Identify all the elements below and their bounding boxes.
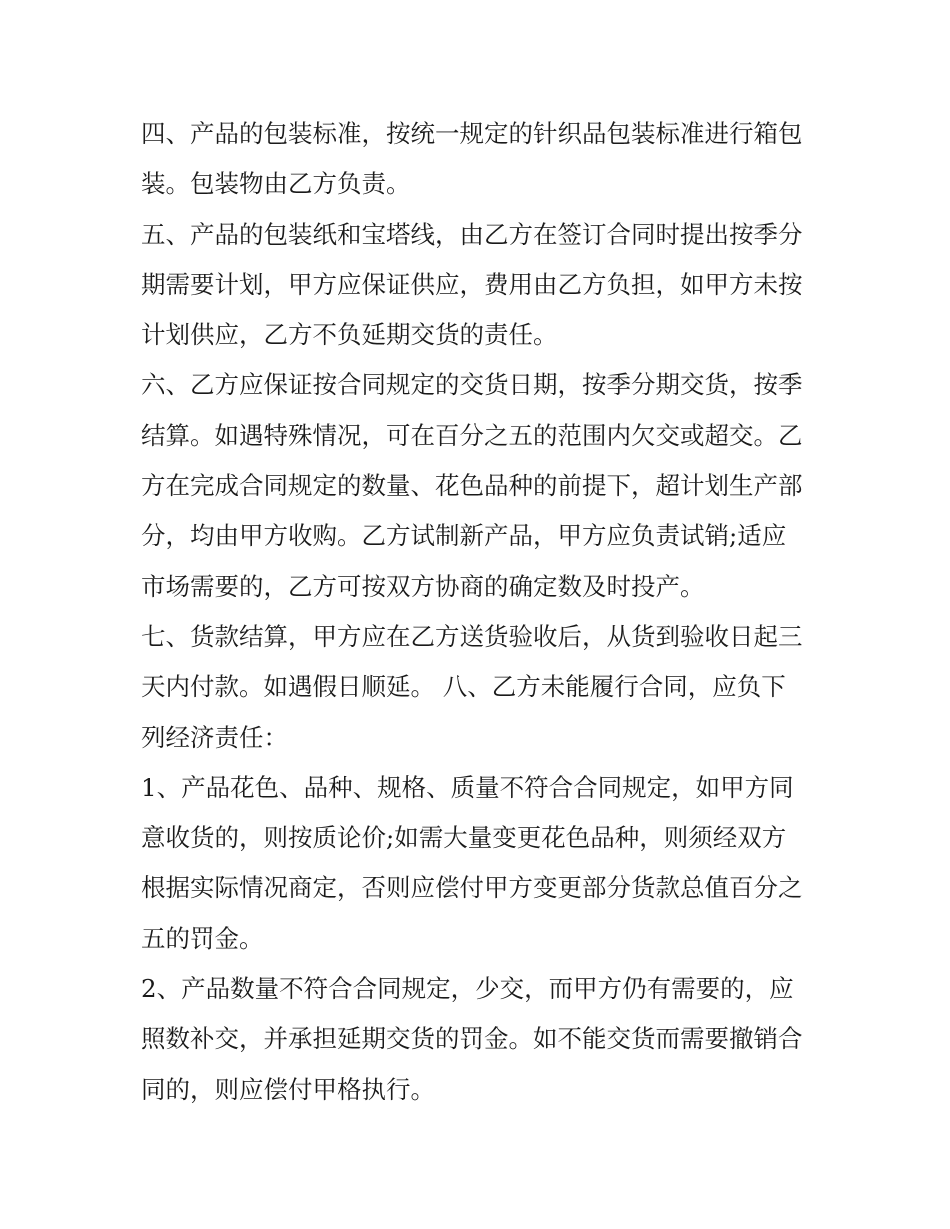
text-line-10: 市场需要的，乙方可按双方协商的确定数及时投产。	[141, 571, 705, 601]
text-line-6: 六、乙方应保证按合同规定的交货日期，按季分期交货，按季	[141, 370, 803, 400]
text-line-7: 结算。如遇特殊情况，可在百分之五的范围内欠交或超交。乙	[141, 420, 803, 450]
text-line-2: 装。包装物由乙方负责。	[141, 169, 411, 199]
text-line-3: 五、产品的包装纸和宝塔线，由乙方在签订合同时提出按季分	[141, 219, 803, 249]
text-line-17: 五的罚金。	[141, 923, 264, 953]
text-line-1: 四、产品的包装标准，按统一规定的针织品包装标准进行箱包	[141, 119, 803, 148]
text-line-12: 天内付款。如遇假日顺延。 八、乙方未能履行合同，应负下	[141, 672, 786, 702]
text-line-15: 意收货的，则按质论价;如需大量变更花色品种，则须经双方	[141, 823, 787, 853]
text-line-14: 1、产品花色、品种、规格、质量不符合合同规定，如甲方同	[141, 772, 794, 802]
contract-text	[141, 109, 821, 1115]
text-line-11: 七、货款结算，甲方应在乙方送货验收后，从货到验收日起三	[141, 621, 803, 651]
text-line-19: 照数补交，并承担延期交货的罚金。如不能交货而需要撤销合	[141, 1024, 803, 1054]
text-line-13: 列经济责任：	[141, 722, 288, 752]
text-line-18: 2、产品数量不符合合同规定，少交，而甲方仍有需要的，应	[141, 974, 794, 1004]
text-line-8: 方在完成合同规定的数量、花色品种的前提下，超计划生产部	[141, 471, 803, 501]
text-line-5: 计划供应，乙方不负延期交货的责任。	[141, 320, 558, 350]
text-line-9: 分，均由甲方收购。乙方试制新产品，甲方应负责试销;适应	[141, 521, 787, 551]
text-line-20: 同的，则应偿付甲格执行。	[141, 1074, 435, 1104]
text-line-16: 根据实际情况商定，否则应偿付甲方变更部分货款总值百分之	[141, 873, 803, 903]
text-line-4: 期需要计划，甲方应保证供应，费用由乙方负担，如甲方未按	[141, 269, 803, 299]
